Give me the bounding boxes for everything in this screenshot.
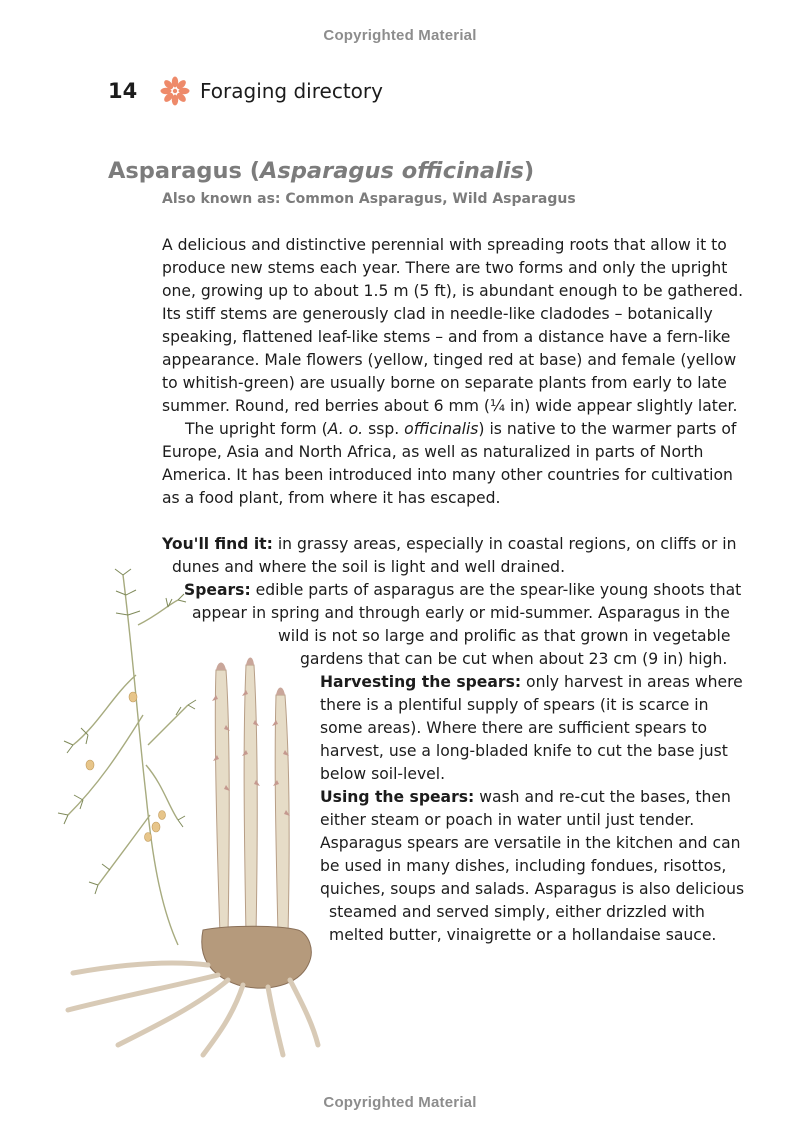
title-close-paren: ) bbox=[523, 158, 535, 184]
description-line: appearance. Male flowers (yellow, tinged red at base) and female (yellow bbox=[162, 351, 737, 369]
origin-line bbox=[185, 419, 736, 439]
title-latin-name: Asparagus officinalis bbox=[260, 158, 524, 184]
using-line: quiches, soups and salads. Asparagus is also delicious bbox=[320, 880, 745, 898]
harvesting-line bbox=[320, 672, 743, 692]
origin-line: as a food plant, from where it has escaped. bbox=[162, 489, 501, 507]
spears-text: edible parts of asparagus are the spear-like young shoots that bbox=[250, 581, 742, 599]
harvesting-line: there is a plentiful supply of spears (it is scarce in bbox=[320, 696, 709, 714]
also-known-as: Also known as: Common Asparagus, Wild Asparagus bbox=[162, 191, 576, 207]
entry-title bbox=[108, 158, 534, 184]
harvesting-line: harvest, use a long-bladed knife to cut the base just bbox=[320, 742, 728, 760]
title-common-name: Asparagus ( bbox=[108, 158, 261, 184]
using-line: either steam or poach in water until just tender. bbox=[320, 811, 695, 829]
using-line: steamed and served simply, either drizzled with bbox=[329, 903, 705, 921]
using-line: Asparagus spears are versatile in the kitchen and can bbox=[320, 834, 741, 852]
origin-line: America. It has been introduced into many other countries for cultivation bbox=[162, 466, 733, 484]
spears-label: Spears: bbox=[184, 581, 251, 599]
description-line: produce new stems each year. There are two forms and only the upright bbox=[162, 259, 728, 277]
page-number: 14 bbox=[108, 79, 138, 103]
origin-latin: A. o. bbox=[327, 420, 364, 438]
origin-ssp: ssp. bbox=[363, 420, 405, 438]
using-label: Using the spears: bbox=[320, 788, 475, 806]
habitat-text: in grassy areas, especially in coastal regions, on cliffs or in bbox=[272, 535, 737, 553]
using-text: wash and re-cut the bases, then bbox=[474, 788, 731, 806]
description-line: A delicious and distinctive perennial with spreading roots that allow it to bbox=[162, 236, 727, 254]
description-line: speaking, flattened leaf-like stems – and from a distance have a fern-like bbox=[162, 328, 731, 346]
origin-rest: ) is native to the warmer parts of bbox=[478, 420, 737, 438]
habitat-line bbox=[162, 534, 736, 554]
copyright-notice-top: Copyrighted Material bbox=[323, 27, 477, 44]
section-title: Foraging directory bbox=[200, 79, 383, 103]
flower-icon bbox=[160, 76, 190, 106]
harvesting-line: below soil-level. bbox=[320, 765, 446, 783]
copyright-notice-bottom: Copyrighted Material bbox=[323, 1094, 477, 1111]
harvesting-label: Harvesting the spears: bbox=[320, 673, 522, 691]
description-line: to whitish-green) are usually borne on separate plants from early to late bbox=[162, 374, 727, 392]
description-line: one, growing up to about 1.5 m (5 ft), is abundant enough to be gathered. bbox=[162, 282, 744, 300]
asparagus-illustration bbox=[28, 565, 328, 1065]
origin-lead: The upright form ( bbox=[185, 420, 328, 438]
using-line bbox=[320, 787, 731, 807]
page-header bbox=[108, 74, 383, 108]
spears-line: gardens that can be cut when about 23 cm (9 in) high. bbox=[300, 650, 728, 668]
harvesting-text: only harvest in areas where bbox=[521, 673, 743, 691]
spears-line: wild is not so large and prolific as that grown in vegetable bbox=[278, 627, 731, 645]
origin-line: Europe, Asia and North Africa, as well as naturalized in parts of North bbox=[162, 443, 704, 461]
habitat-line: dunes and where the soil is light and well drained. bbox=[172, 558, 566, 576]
using-line: be used in many dishes, including fondues, risottos, bbox=[320, 857, 727, 875]
harvesting-line: some areas). Where there are sufficient spears to bbox=[320, 719, 708, 737]
spears-line: appear in spring and through early or mid-summer. Asparagus in the bbox=[192, 604, 730, 622]
origin-latin-subspecies: officinalis bbox=[404, 420, 479, 438]
using-line: melted butter, vinaigrette or a hollandaise sauce. bbox=[329, 926, 717, 944]
description-line: Its stiff stems are generously clad in needle-like cladodes – botanically bbox=[162, 305, 713, 323]
habitat-label: You'll find it: bbox=[162, 535, 273, 553]
description-line: summer. Round, red berries about 6 mm (¼ in) wide appear slightly later. bbox=[162, 397, 738, 415]
